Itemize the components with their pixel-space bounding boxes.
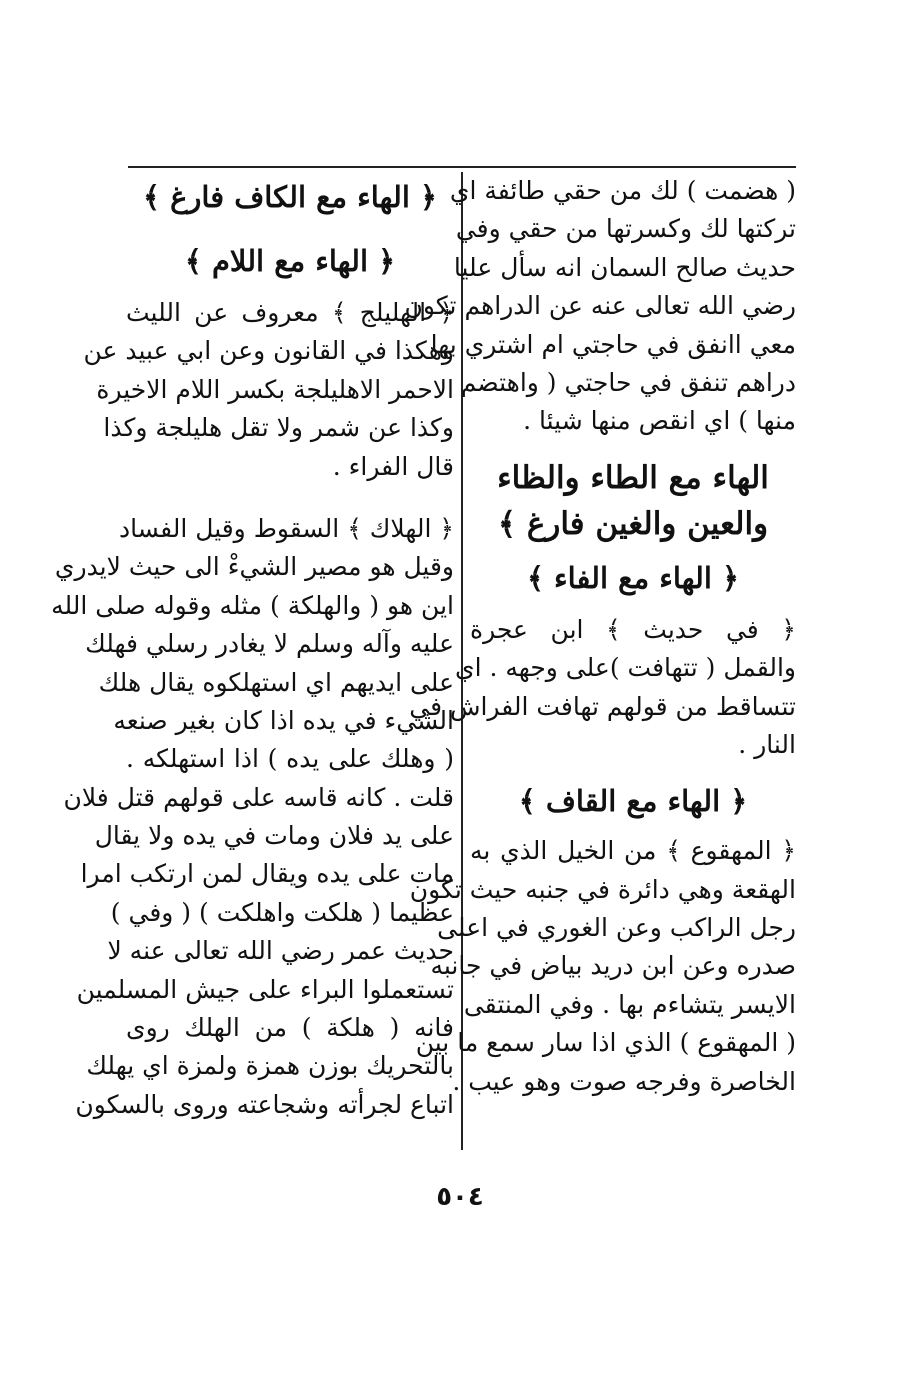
- right-para-3: [409, 832, 796, 1101]
- text-line: وهكذا في القانون وعن ابي عبيد عن: [83, 336, 454, 366]
- text-line: النار .: [738, 729, 796, 759]
- text-line: قلت . كانه قاسه على قولهم قتل فلان: [63, 782, 454, 812]
- text-line: ( وهلك على يده ) اذا استهلكه .: [126, 744, 454, 774]
- text-line: وقيل هو مصير الشيءْ الى حيث لايدري: [54, 552, 454, 582]
- right-para-1: [404, 172, 796, 441]
- section-heading-ta: الهاء مع الطاء والظاء: [497, 459, 769, 496]
- text-line: والقمل ( تتهافت )على وجهه . اي: [455, 653, 796, 683]
- text-line: اتباع لجرأته وشجاعته وروى بالسكون: [75, 1089, 454, 1119]
- text-line: ﴿ الهليلج ﴾ معروف عن الليث: [126, 298, 454, 327]
- text-line: عظيما ( هلكت واهلكت ) ( وفي ): [110, 897, 454, 927]
- section-heading-fa: ﴿ الهاء مع الفاء ﴾: [526, 560, 740, 595]
- page-number: ٥٠٤: [436, 1182, 484, 1212]
- text-line: اين هو ( والهلكة ) مثله وقوله صلى الله: [51, 590, 454, 620]
- left-column: [51, 172, 454, 1124]
- section-heading-kaf: ﴿ الهاء مع الكاف فارغ ﴾: [143, 180, 437, 214]
- text-line: ﴿ المهقوع ﴾ من الخيل الذي به: [470, 836, 796, 866]
- text-line: تتساقط من قولهم تهافت الفراش في: [409, 691, 796, 721]
- right-para-2: [409, 611, 796, 765]
- left-para-1: [83, 294, 454, 486]
- text-line: ( هضمت ) لك من حقي طائفة اي: [449, 176, 796, 205]
- text-line: الاحمر الاهليلجة بكسر اللام الاخيرة: [96, 374, 454, 404]
- text-line: دراهم تنفق في حاجتي ( واهتضم: [460, 367, 796, 397]
- text-line: عليه وآله وسلم لا يغادر رسلي فهلك: [85, 629, 454, 659]
- section-heading-lam: ﴿ الهاء مع اللام ﴾: [184, 244, 396, 278]
- text-line: الهقعة وهي دائرة في جنبه حيث تكون: [409, 874, 796, 904]
- text-line: بالتحريك بوزن همزة ولمزة اي يهلك: [86, 1051, 454, 1081]
- text-line: رجل الراكب وعن الغوري في اعلى: [437, 913, 796, 943]
- text-line: فانه ( هلكة ) من الهلك روى: [126, 1013, 454, 1043]
- text-line: ﴿ في حديث ﴾ ابن عجرة: [470, 614, 796, 644]
- section-heading-ta-cont: والعين والغين فارغ ﴾: [497, 505, 769, 542]
- text-line: رضي الله تعالى عنه عن الدراهم تكون: [404, 291, 796, 321]
- text-line: ( المهقوع ) الذي اذا سار سمع ما بين: [415, 1028, 796, 1058]
- text-line: منها ) اي انقص منها شيئا .: [523, 406, 796, 436]
- text-line: الخاصرة وفرجه صوت وهو عيب .: [452, 1066, 796, 1096]
- text-line: تستعملوا البراء على جيش المسلمين: [76, 974, 454, 1004]
- text-line: على ايديهم اي استهلكوه يقال هلك: [98, 667, 454, 697]
- section-heading-qaf: ﴿ الهاء مع القاف ﴾: [518, 784, 748, 819]
- text-line: معي اانفق في حاجتي ام اشتري بها: [430, 329, 796, 359]
- right-column: [404, 172, 796, 1101]
- text-line: تركتها لك وكسرتها من حقي وفي: [455, 214, 796, 244]
- text-line: حديث عمر رضي الله تعالى عنه لا: [107, 936, 454, 966]
- left-para-2: [51, 510, 454, 1124]
- text-line: قال الفراء .: [332, 451, 454, 481]
- text-line: صدره وعن ابن دريد بياض في جانبه: [430, 951, 796, 981]
- text-line: وكذا عن شمر ولا تقل هليلجة وكذا: [103, 413, 454, 443]
- text-line: حديث صالح السمان انه سأل عليا: [453, 252, 796, 282]
- text-line: ﴿ الهلاك ﴾ السقوط وقيل الفساد: [119, 513, 454, 543]
- top-rule: [128, 166, 796, 168]
- text-line: الايسر يتشاءم بها . وفي المنتقى: [463, 989, 796, 1019]
- text-line: على يد فلان ومات في يده ولا يقال: [94, 821, 454, 851]
- text-line: مات على يده ويقال لمن ارتكب امرا: [80, 859, 454, 889]
- text-line: الشيء في يده اذا كان بغير صنعه: [113, 705, 454, 735]
